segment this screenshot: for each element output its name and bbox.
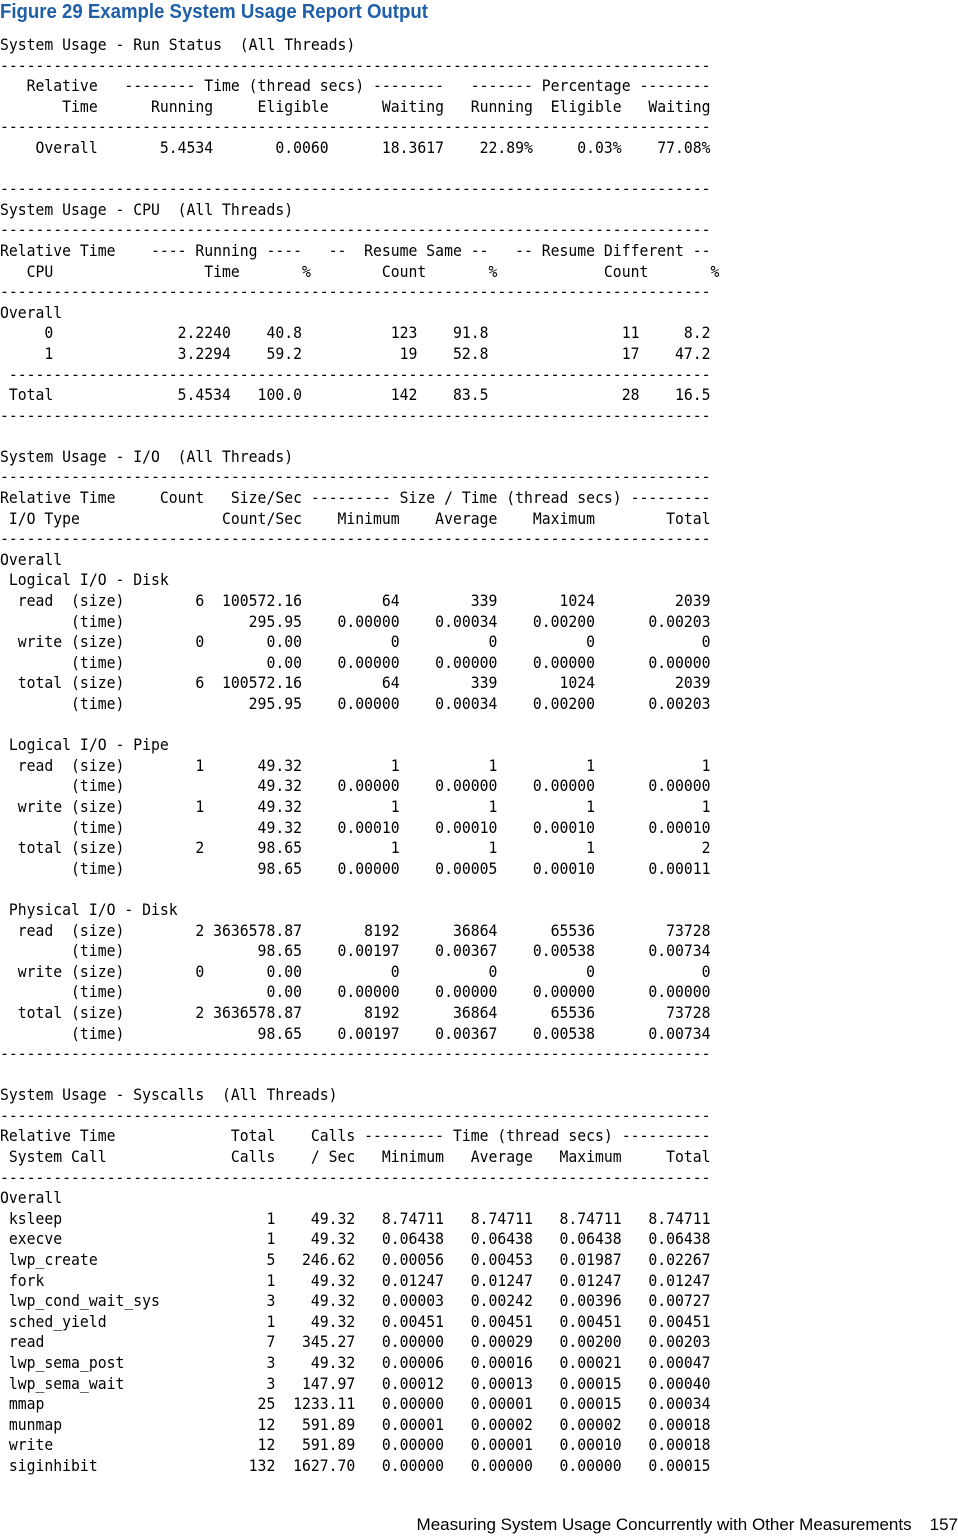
system-usage-report: System Usage - Run Status (All Threads) -------------------------------------------------------------------------------- Relative -------- Time (thread secs) -------- ------- Percentage -------- Time Running Eligible Waiting Running Eligible Waiting -------------------------------------------------------------------------------- Overall 5.4534 0.0060 18.3617 22.89% 0.03% 77.08% -------------------------------------------------------------------------------- System Usage - CPU (All Threads) -------------------------------------------------------------------------------- Relative Time ---- Running ---- -- Resume Same -- -- Resume Different -- CPU Time % Count % Count % -------------------------------------------------------------------------------- Overall 0 2.2240 40.8 123 91.8 11 8.2 1 3.2294 59.2 19 52.8 17 47.2 ------------------------------------------------------------------------------- Total 5.4534 100.0 142 83.5 28 16.5 -------------------------------------------------------------------------------- System Usage - I/O (All Threads) -------------------------------------------------------------------------------- Relative Time Count Size/Sec --------- Size / Time (thread secs) --------- I/O Type Count/Sec Minimum Average Maximum Total -------------------------------------------------------------------------------- Overall Logical I/O - Disk read (size) 6 100572.16 64 339 1024 2039 (time) 295.95 0.00000 0.00034 0.00200 0.00203 write (size) 0 0.00 0 0 0 0 (time) 0.00 0.00000 0.00000 0.00000 0.00000 total (size) 6 100572.16 64 339 1024 2039 (time) 295.95 0.00000 0.00034 0.00200 0.00203 Logical I/O - Pipe read (size) 1 49.32 1 1 1 1 (time) 49.32 0.00000 0.00000 0.00000 0.00000 write (size) 1 49.32 1 1 1 1 (time) 49.32 0.00010 0.00010 0.00010 0.00010 total (size) 2 98.65 1 1 1 2 (time) 98.65 0.00000 0.00005 0.00010 0.00011 Physical I/O - Disk read (size) 2 3636578.87 8192 36864 65536 73728 (time) 98.65 0.00197 0.00367 0.00538 0.00734 write (size) 0 0.00 0 0 0 0 (time) 0.00 0.00000 0.00000 0.00000 0.00000 total (size) 2 3636578.87 8192 36864 65536 73728 (time) 98.65 0.00197 0.00367 0.00538 0.00734 -------------------------------------------------------------------------------- System Usage - Syscalls (All Threads) -------------------------------------------------------------------------------- Relative Time Total Calls --------- Time (thread secs) ---------- System Call Calls / Sec Minimum Average Maximum Total -------------------------------------------------------------------------------- Overall ksleep 1 49.32 8.74711 8.74711 8.74711 8.74711 execve 1 49.32 0.06438 0.06438 0.06438 0.06438 lwp_create 5 246.62 0.00056 0.00453 0.01987 0.02267 fork 1 49.32 0.01247 0.01247 0.01247 0.01247 lwp_cond_wait_sys 3 49.32 0.00003 0.00242 0.00396 0.00727 sched_yield 1 49.32 0.00451 0.00451 0.00451 0.00451 read 7 345.27 0.00000 0.00029 0.00200 0.00203 lwp_sema_post 3 49.32 0.00006 0.00016 0.00021 0.00047 lwp_sema_wait 3 147.97 0.00012 0.00013 0.00015 0.00040 mmap 25 1233.11 0.00000 0.00001 0.00015 0.00034 munmap 12 591.89 0.00001 0.00002 0.00002 0.00018 write 12 591.89 0.00000 0.00001 0.00010 0.00018 siginhibit 132 1627.70 0.00000 0.00000 0.00000 0.00015 [0, 36, 720, 1475]
figure-caption: Figure 29 Example System Usage Report Output [0, 1, 428, 23]
page-footer [417, 1514, 958, 1536]
footer-title: Measuring System Usage Concurrently with Other Measurements [416, 1515, 912, 1534]
page-number: 157 [929, 1515, 958, 1534]
